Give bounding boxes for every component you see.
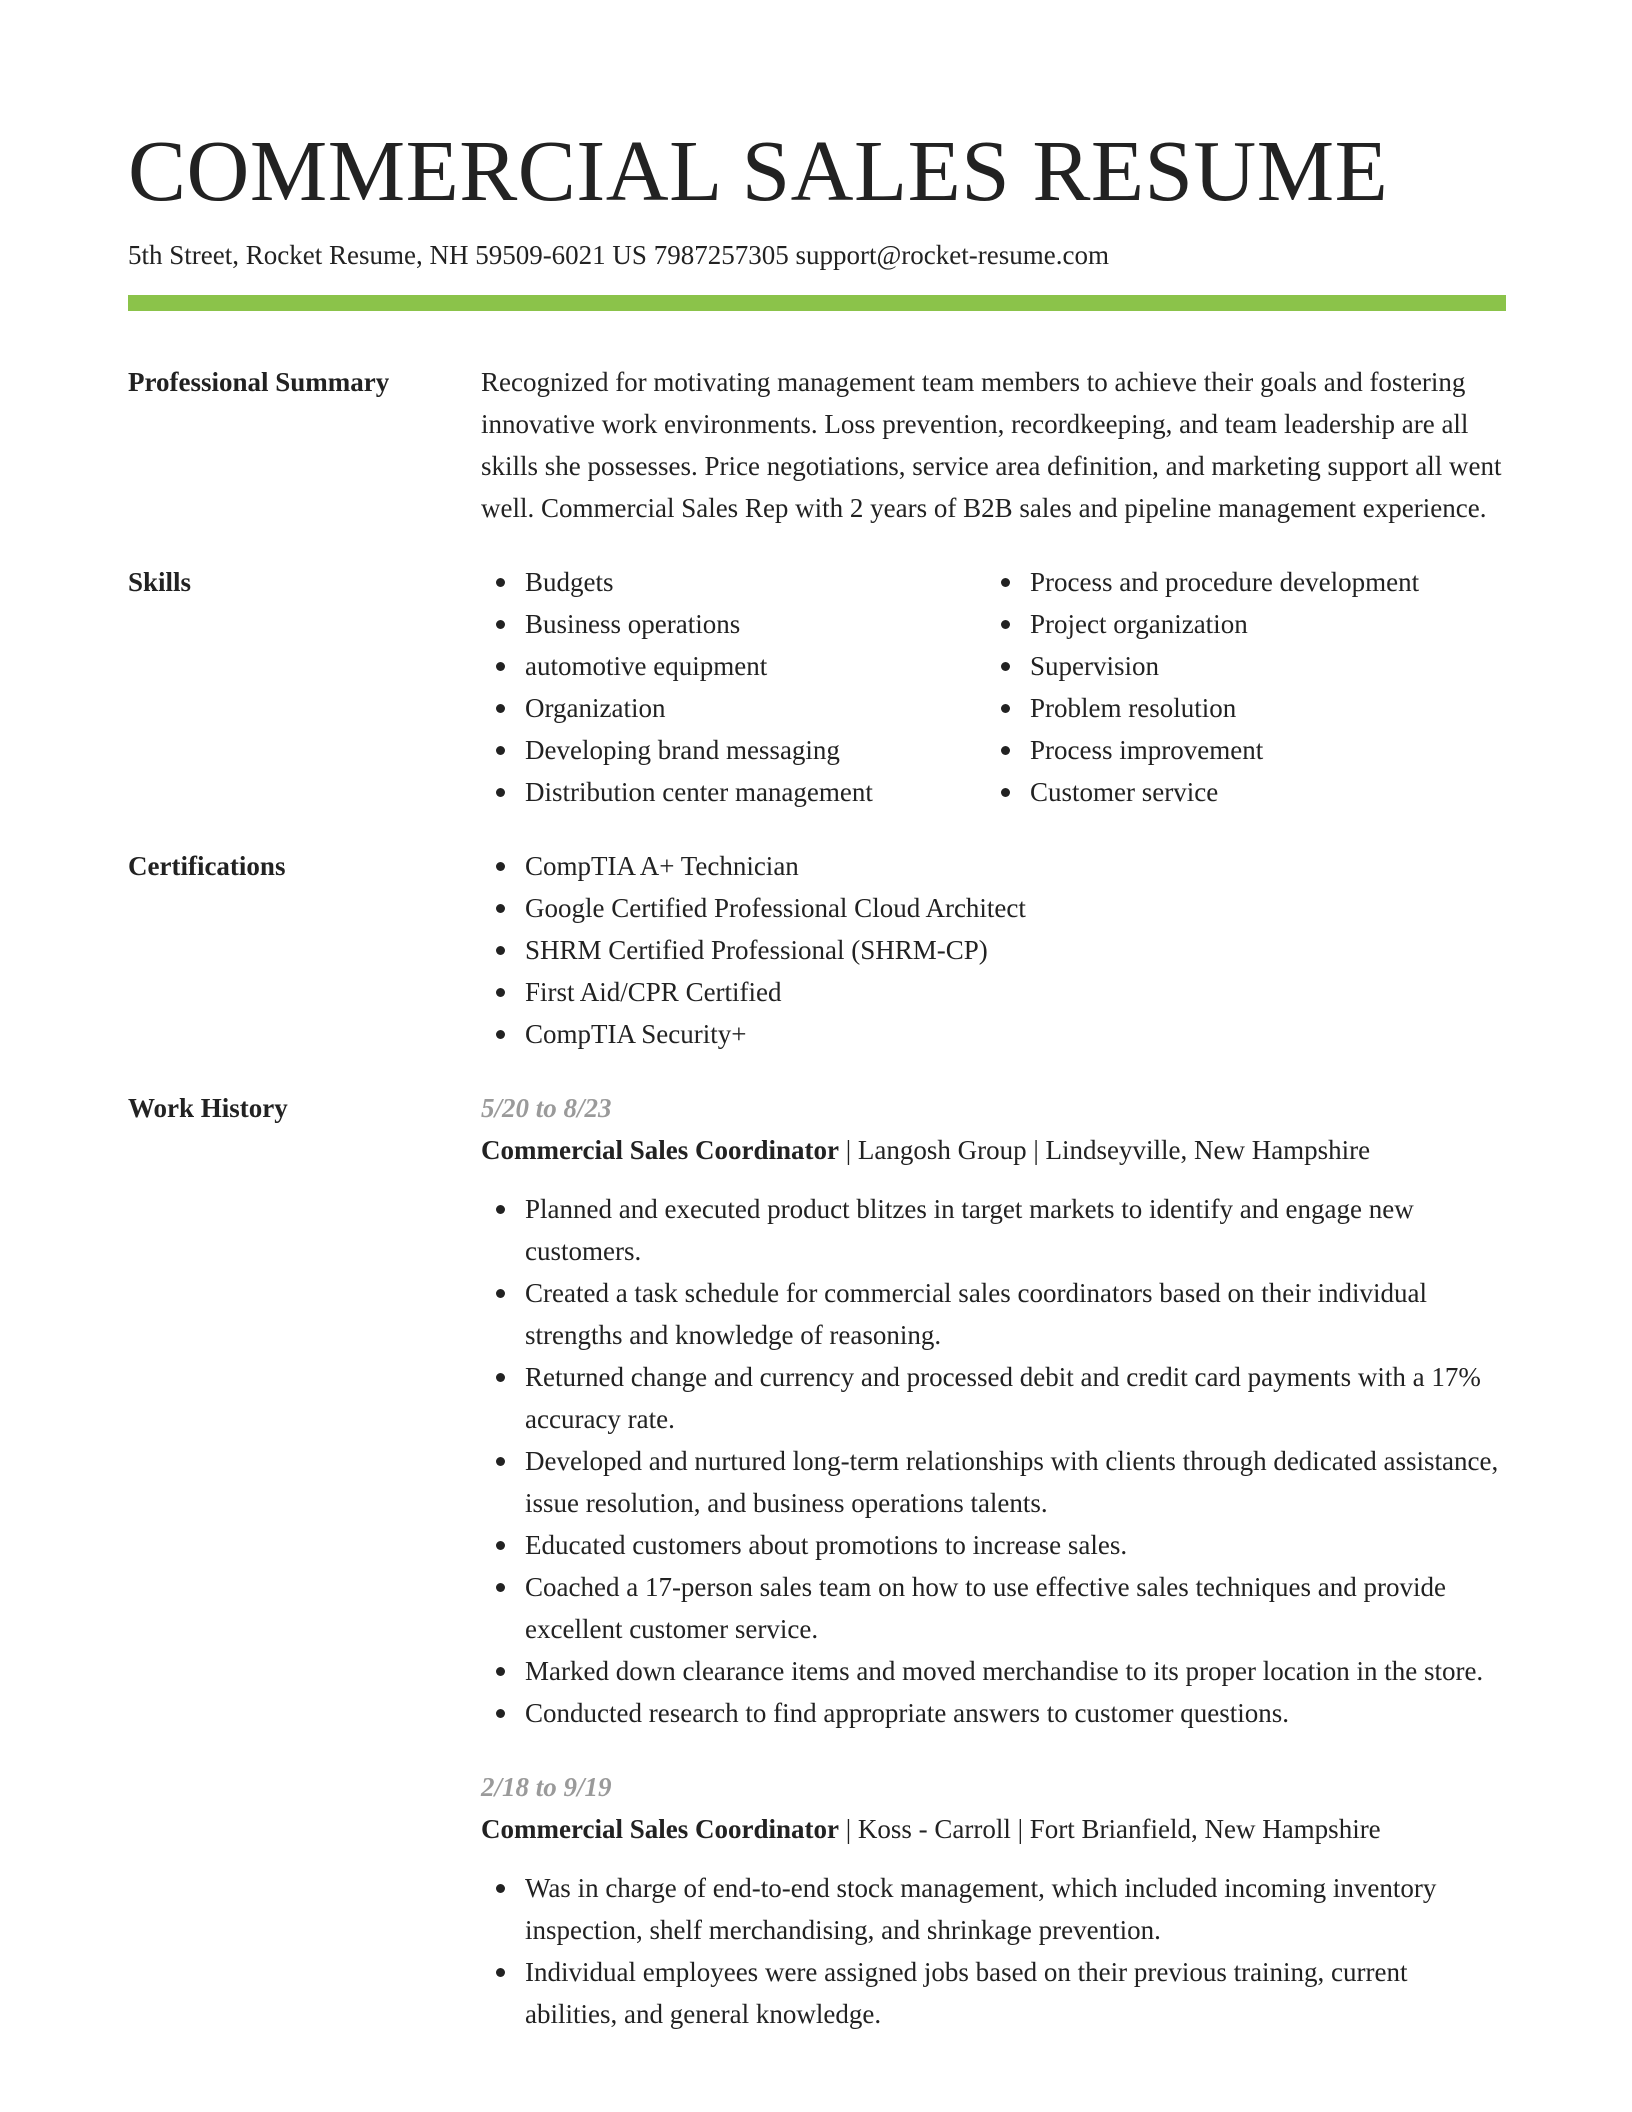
job-bullet: Developed and nurtured long-term relationships with clients through dedicated assistance, issue resolution, and business operations talents. xyxy=(481,1440,1506,1524)
section-title-summary: Professional Summary xyxy=(128,367,390,398)
job-bullet: Conducted research to find appropriate answers to customer questions. xyxy=(481,1692,1506,1734)
job-title: Commercial Sales Coordinator xyxy=(481,1814,839,1845)
skills-column-2 xyxy=(986,561,1506,813)
section-title-work-history: Work History xyxy=(128,1093,288,1124)
skill-item: Developing brand messaging xyxy=(481,729,986,771)
skills-column-1 xyxy=(481,561,986,813)
job-employer-location: | Koss - Carroll | Fort Brianfield, New Hampshire xyxy=(838,1814,1381,1845)
section-title-certifications: Certifications xyxy=(128,851,286,882)
job-header xyxy=(481,1808,1506,1850)
skill-item: Budgets xyxy=(481,561,986,603)
job-employer-location: | Langosh Group | Lindseyville, New Hampshire xyxy=(838,1135,1371,1166)
skill-item: Distribution center management xyxy=(481,771,986,813)
job-bullet: Returned change and currency and processed debit and credit card payments with a 17% accuracy rate. xyxy=(481,1356,1506,1440)
job-bullet: Was in charge of end-to-end stock management, which included incoming inventory inspection, shelf merchandising, and shrinkage prevention. xyxy=(481,1867,1506,1951)
certification-item: First Aid/CPR Certified xyxy=(481,971,1506,1013)
job-bullets xyxy=(481,1188,1506,1734)
accent-divider xyxy=(128,295,1506,311)
job-entry xyxy=(481,1766,1506,2035)
work-history-section xyxy=(128,1087,1506,2035)
summary-text: Recognized for motivating management team members to achieve their goals and fostering innovative work environments. Loss prevention, recordkeeping, and team leadership are all skills she possesses. Price negotiations, service area definition, and marketing support all went well. Commercial Sales Rep with 2 years of B2B sales and pipeline management experience. xyxy=(481,367,1502,524)
resume-title: COMMERCIAL SALES RESUME xyxy=(128,122,1389,219)
skill-item: Customer service xyxy=(986,771,1506,813)
skill-item: Process and procedure development xyxy=(986,561,1506,603)
job-bullet: Individual employees were assigned jobs based on their previous training, current abilities, and general knowledge. xyxy=(481,1951,1506,2035)
certification-item: Google Certified Professional Cloud Architect xyxy=(481,887,1506,929)
job-header xyxy=(481,1129,1506,1171)
certifications-body xyxy=(481,845,1506,1055)
certifications-list xyxy=(481,845,1506,1055)
certifications-section xyxy=(128,845,1506,1055)
certification-item: CompTIA Security+ xyxy=(481,1013,1506,1055)
skill-item: Project organization xyxy=(986,603,1506,645)
summary-section xyxy=(128,361,1506,529)
skill-item: Organization xyxy=(481,687,986,729)
job-bullet: Educated customers about promotions to increase sales. xyxy=(481,1524,1506,1566)
job-dates: 2/18 to 9/19 xyxy=(481,1772,612,1803)
job-bullets xyxy=(481,1867,1506,2035)
contact-line: 5th Street, Rocket Resume, NH 59509-6021 US 7987257305 support@rocket-resume.com xyxy=(128,240,1109,270)
resume-page xyxy=(128,0,1506,2035)
skills-columns xyxy=(481,561,1506,813)
skill-item: Supervision xyxy=(986,645,1506,687)
job-bullet: Created a task schedule for commercial sales coordinators based on their individual strengths and knowledge of reasoning. xyxy=(481,1272,1506,1356)
job-bullet: Marked down clearance items and moved merchandise to its proper location in the store. xyxy=(481,1650,1506,1692)
section-title-skills: Skills xyxy=(128,567,192,598)
skill-item: Problem resolution xyxy=(986,687,1506,729)
job-dates: 5/20 to 8/23 xyxy=(481,1093,612,1124)
skills-section xyxy=(128,561,1506,813)
certification-item: CompTIA A+ Technician xyxy=(481,845,1506,887)
work-history-body xyxy=(481,1087,1506,2035)
skill-item: Business operations xyxy=(481,603,986,645)
skill-item: Process improvement xyxy=(986,729,1506,771)
job-bullet: Planned and executed product blitzes in target markets to identify and engage new customers. xyxy=(481,1188,1506,1272)
skill-item: automotive equipment xyxy=(481,645,986,687)
certification-item: SHRM Certified Professional (SHRM-CP) xyxy=(481,929,1506,971)
job-bullet: Coached a 17-person sales team on how to use effective sales techniques and provide excellent customer service. xyxy=(481,1566,1506,1650)
job-entry xyxy=(481,1087,1506,1734)
job-title: Commercial Sales Coordinator xyxy=(481,1135,839,1166)
